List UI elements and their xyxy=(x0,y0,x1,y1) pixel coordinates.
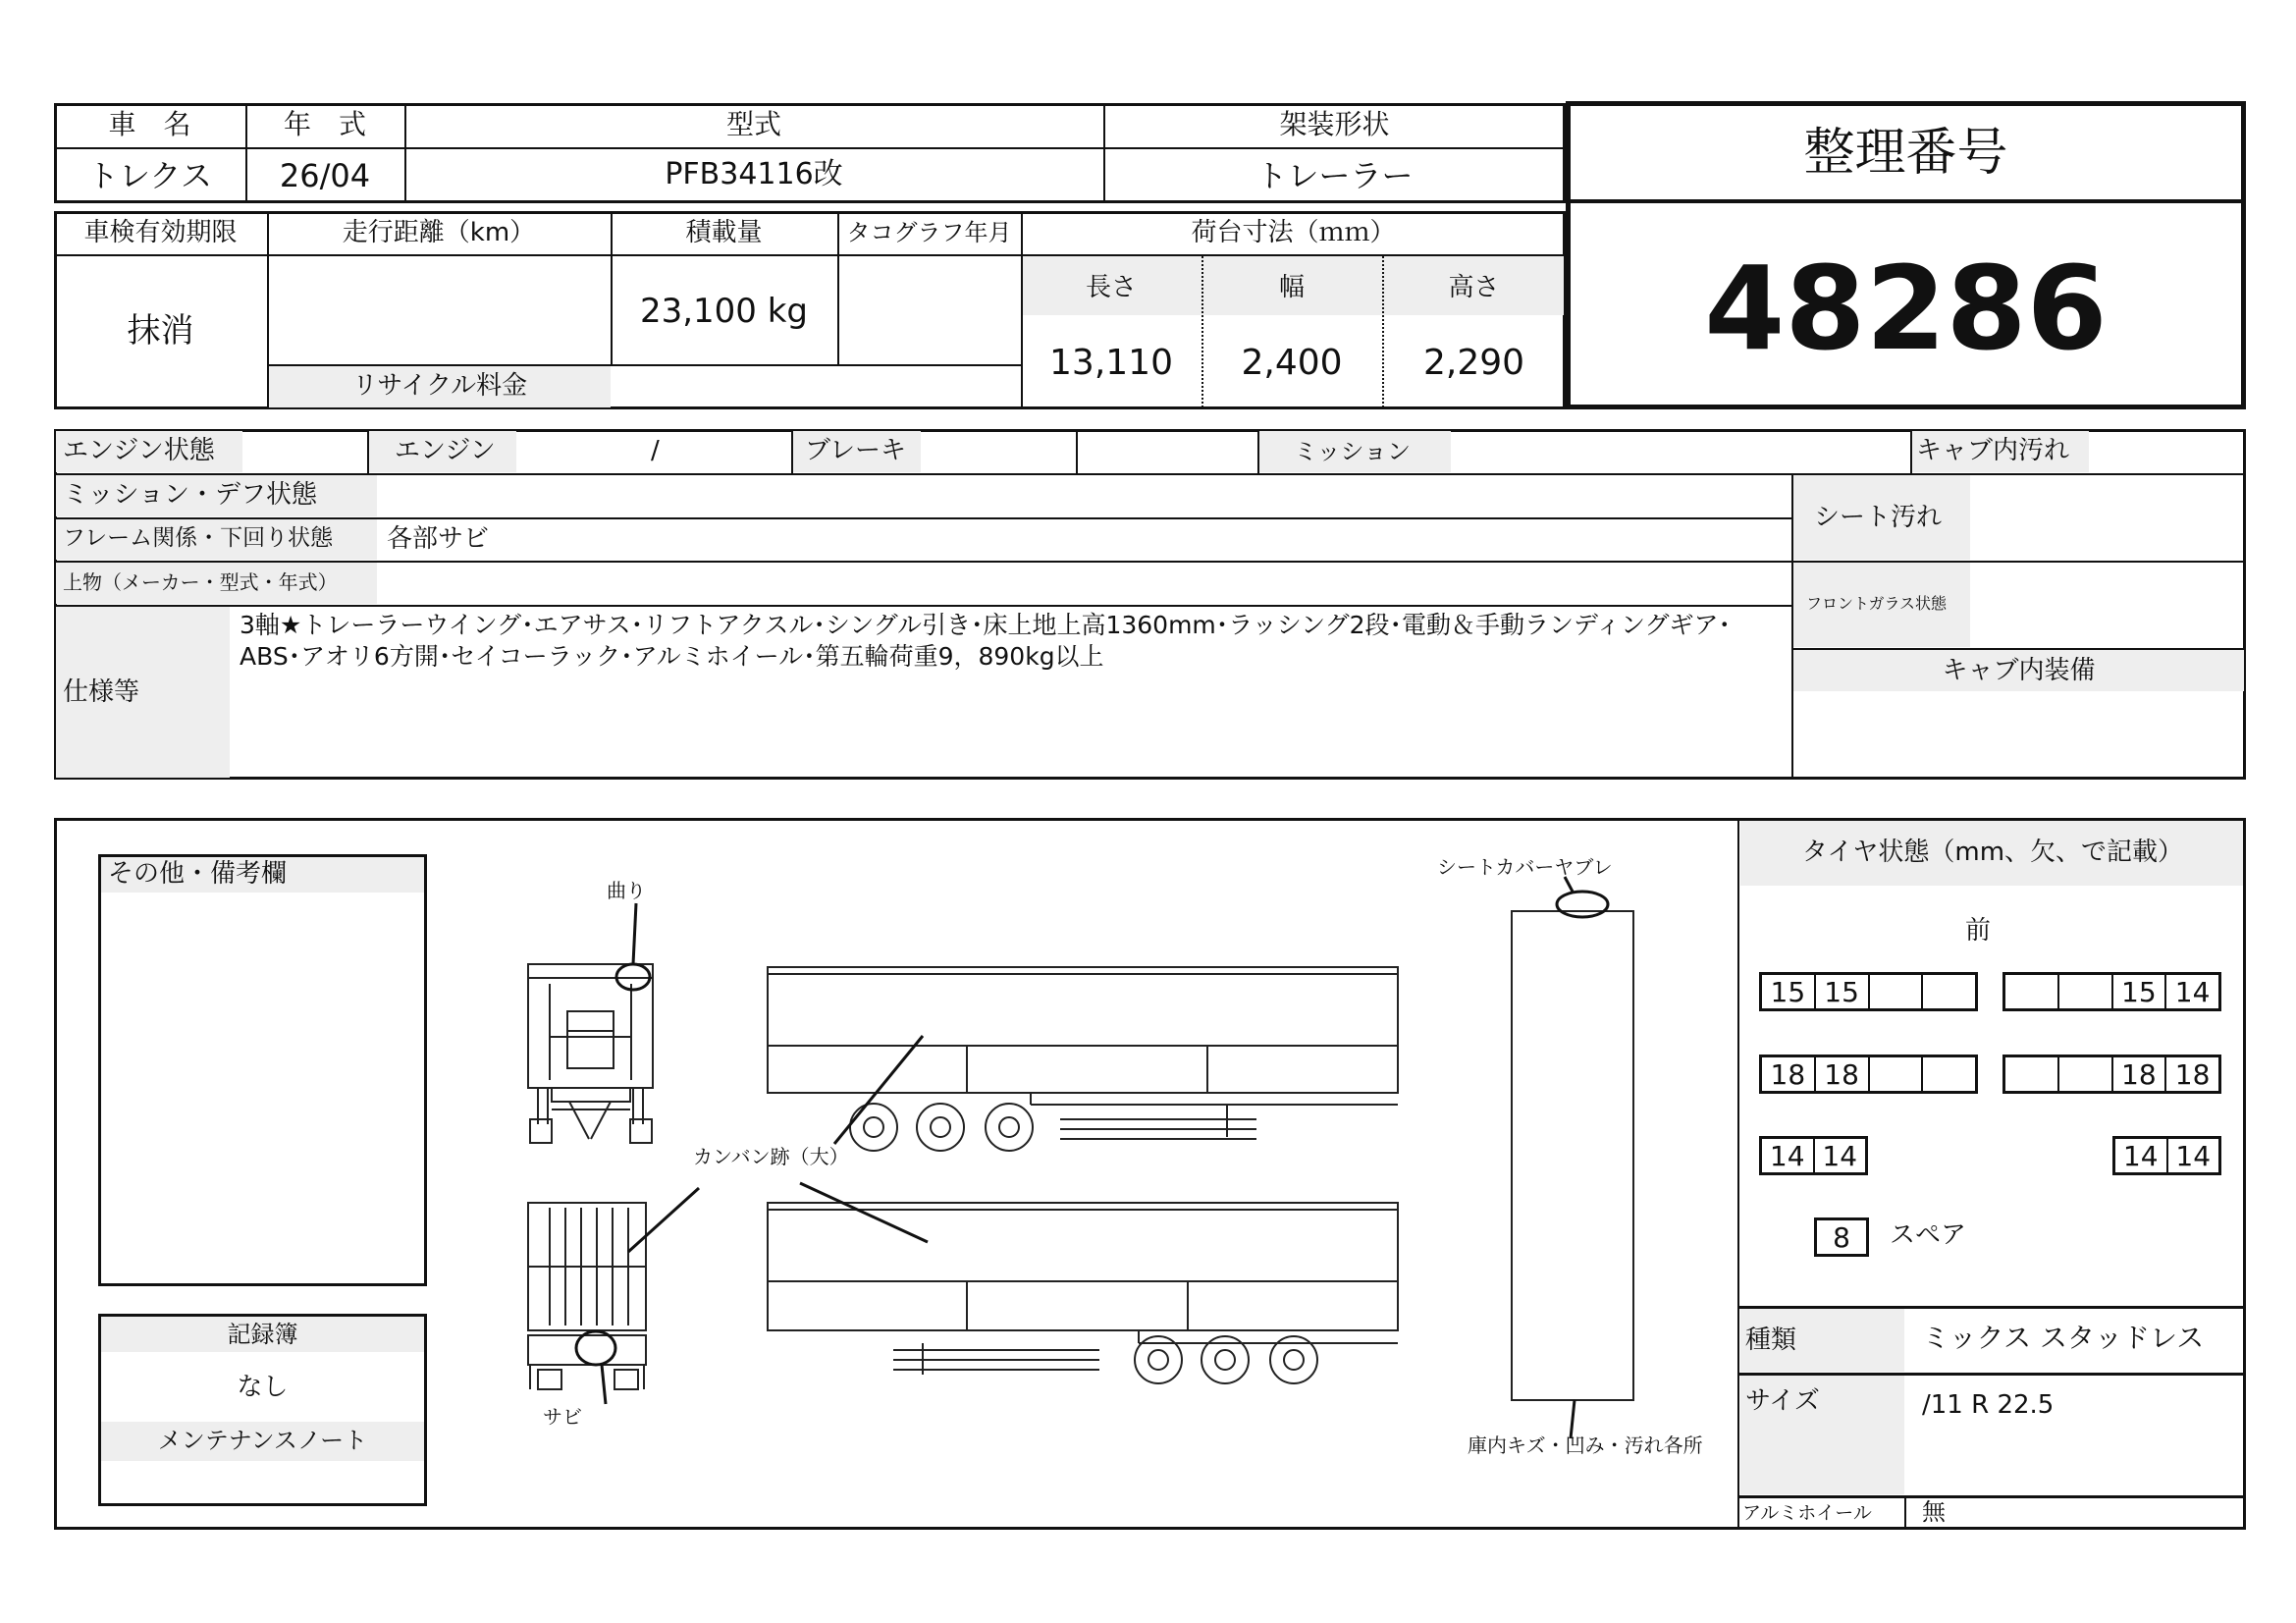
body-type-value: トレーラー xyxy=(1255,157,1414,194)
record-book-label: 記録簿 xyxy=(227,1321,298,1348)
inspection-label: 車検有効期限 xyxy=(83,218,238,247)
spare-tire-box xyxy=(1814,1217,1869,1257)
tire-3l-2: 14 xyxy=(1822,1139,1858,1172)
trailer-side-view-upper xyxy=(768,967,1398,1151)
tire-2r-3: 18 xyxy=(2113,1057,2167,1091)
trailer-top-view xyxy=(1512,911,1633,1400)
tire-2l-2: 18 xyxy=(1816,1057,1870,1091)
tire-row-2-right xyxy=(2002,1055,2221,1094)
bend-annotation: 曲り xyxy=(607,879,646,902)
trailer-rear-view xyxy=(528,1203,646,1389)
tire-2r-1 xyxy=(2005,1057,2059,1091)
tachograph-label: タコグラフ年月 xyxy=(846,219,1012,246)
engine-state-label: エンジン状態 xyxy=(63,436,215,465)
cab-dirt-label: キャブ内汚れ xyxy=(1916,436,2070,465)
trailer-side-view-lower xyxy=(768,1203,1398,1383)
mileage-label: 走行距離（km） xyxy=(342,218,536,247)
tire-3r-2: 14 xyxy=(2175,1139,2212,1172)
tire-2l-1: 18 xyxy=(1762,1057,1816,1091)
tire-row-3-left xyxy=(1759,1136,1868,1175)
car-name-value: トレクス xyxy=(86,157,213,194)
tire-1r-2 xyxy=(2059,975,2113,1008)
seat-dirt-label: シート汚れ xyxy=(1814,503,1943,532)
tire-3l-1: 14 xyxy=(1762,1139,1815,1172)
spec-text-line-1: 3軸★トレーラーウイング･エアサス･リフトアクスル･シングル引き･床上地上高1360mm･ラッシング2段･電動＆手動ランディングギア･ xyxy=(240,611,1732,639)
cab-equipment-label: キャブ内装備 xyxy=(1942,656,2096,685)
year-label: 年 式 xyxy=(283,108,366,140)
cargo-length-value: 13,110 xyxy=(1049,343,1173,383)
spec-text-line-2: ABS･アオリ6方開･セイコーラック･アルミホイール･第五輪荷重9，890kg以上 xyxy=(240,642,1104,671)
reference-number-label: 整理番号 xyxy=(1803,124,2008,183)
tire-1l-2: 15 xyxy=(1816,975,1870,1008)
engine-separator: / xyxy=(651,436,660,465)
tire-row-1-left xyxy=(1759,972,1978,1011)
alloy-wheel-label: アルミホイール xyxy=(1742,1502,1872,1524)
brake-label: ブレーキ xyxy=(805,436,906,465)
model-label: 型式 xyxy=(725,108,781,140)
mission-diff-label: ミッション・デフ状態 xyxy=(63,480,317,510)
tire-1l-1: 15 xyxy=(1762,975,1816,1008)
frame-label: フレーム関係・下回り状態 xyxy=(63,525,334,551)
tire-size-value: /11 R 22.5 xyxy=(1922,1390,2055,1420)
frame-value: 各部サビ xyxy=(387,524,490,554)
car-name-label: 車 名 xyxy=(108,108,191,140)
sign-mark-annotation: カンバン跡（大） xyxy=(693,1145,849,1168)
tire-2l-3 xyxy=(1870,1057,1924,1091)
cargo-height-value: 2,290 xyxy=(1422,343,1525,383)
engine-label: エンジン xyxy=(395,436,496,465)
spec-label: 仕様等 xyxy=(63,677,140,707)
tire-1l-4 xyxy=(1923,975,1975,1008)
tire-1r-1 xyxy=(2005,975,2059,1008)
tire-size-label: サイズ xyxy=(1745,1386,1820,1416)
capacity-value: 23,100 kg xyxy=(639,292,809,331)
maintenance-note-label: メンテナンスノート xyxy=(157,1427,368,1454)
cargo-width-value: 2,400 xyxy=(1241,343,1343,383)
tire-row-2-left xyxy=(1759,1055,1978,1094)
rust-annotation: サビ xyxy=(543,1405,582,1429)
record-book-value: なし xyxy=(237,1373,289,1402)
remarks-label: その他・備考欄 xyxy=(108,859,288,889)
cargo-dimension-label: 荷台寸法（ｍｍ） xyxy=(1191,218,1396,247)
inspection-value: 抹消 xyxy=(127,311,194,351)
spare-tire-label: スペア xyxy=(1890,1220,1967,1250)
tire-row-3-right xyxy=(2112,1136,2221,1175)
capacity-label: 積載量 xyxy=(685,218,763,247)
cargo-height-label: 高さ xyxy=(1448,273,1500,302)
tire-1r-3: 15 xyxy=(2113,975,2167,1008)
tire-1r-4: 14 xyxy=(2174,975,2211,1008)
tire-condition-title: タイヤ状態（mm、欠、で記載） xyxy=(1801,838,2184,867)
mission-label: ミッション xyxy=(1294,438,1412,465)
tire-2l-4 xyxy=(1923,1057,1975,1091)
body-type-label: 架装形状 xyxy=(1279,108,1390,140)
model-value: PFB34116改 xyxy=(665,157,843,191)
cargo-width-label: 幅 xyxy=(1278,273,1305,302)
body-maker-label: 上物（メーカー・型式・年式） xyxy=(63,570,338,594)
tire-front-label: 前 xyxy=(1964,916,1991,946)
tire-2r-2 xyxy=(2059,1057,2113,1091)
cargo-length-label: 長さ xyxy=(1085,273,1137,302)
spare-tire-value: 8 xyxy=(1833,1220,1850,1254)
tire-row-1-right xyxy=(2002,972,2221,1011)
sheet-tear-annotation: シートカバーヤブレ xyxy=(1437,855,1613,879)
tire-type-value: ミックス スタッドレス xyxy=(1922,1322,2205,1354)
alloy-wheel-value: 無 xyxy=(1922,1498,1946,1526)
tire-3r-1: 14 xyxy=(2115,1139,2168,1172)
interior-damage-annotation: 庫内キズ・凹み・汚れ各所 xyxy=(1468,1434,1703,1457)
windshield-label: フロントガラス状態 xyxy=(1806,594,1948,613)
tire-2r-4: 18 xyxy=(2174,1057,2211,1091)
recycle-label: リサイクル料金 xyxy=(351,371,528,401)
year-value: 26/04 xyxy=(279,157,371,194)
tire-1l-3 xyxy=(1870,975,1924,1008)
reference-number-value: 48286 xyxy=(1704,241,2108,376)
tire-type-label: 種類 xyxy=(1745,1325,1797,1355)
